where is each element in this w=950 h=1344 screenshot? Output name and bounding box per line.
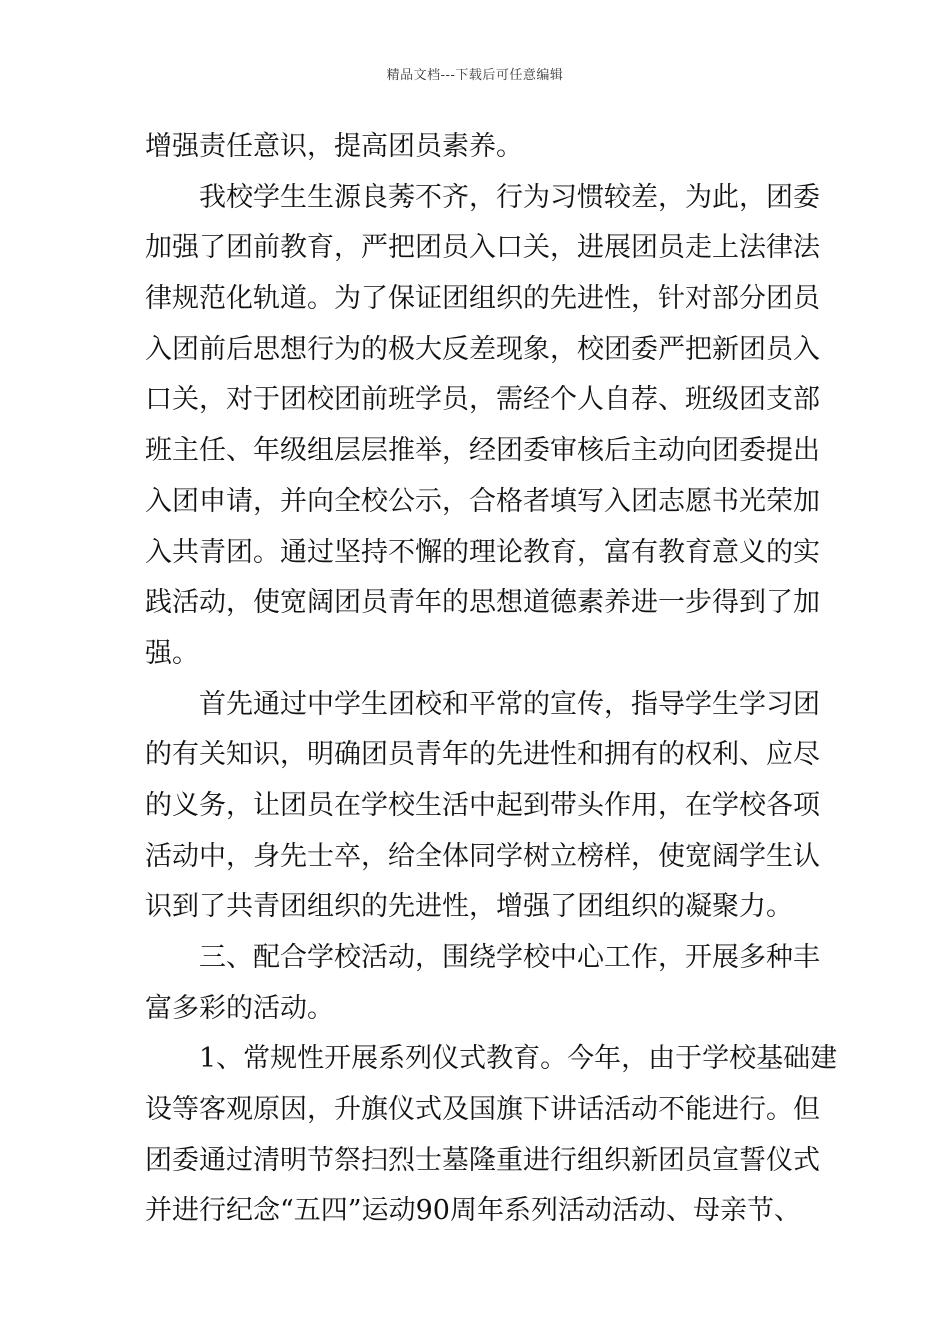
text-line: 入团前后思想行为的极大反差现象，校团委严把新团员入 [145,333,820,365]
text-line: 的义务，让团员在学校生活中起到带头作用，在学校各项 [145,789,820,821]
document-body [145,122,838,1237]
text-line: 强。 [145,637,199,669]
text-line: 加强了团前教育，严把团员入口关，进展团员走上法律法 [145,232,820,264]
page-header: 精品文档---下载后可任意编辑 [386,68,564,83]
text-line: 班主任、年级组层层推举，经团委审核后主动向团委提出 [145,435,820,467]
text-line: 首先通过中学生团校和平常的宣传，指导学生学习团 [199,688,820,720]
text-line: 入团申请，并向全校公示，合格者填写入团志愿书光荣加 [145,485,820,517]
text-line: 三、配合学校活动，围绕学校中心工作，开展多种丰 [199,942,820,973]
text-line: 识到了共青团组织的先进性，增强了团组织的凝聚力。 [145,891,793,923]
text-line: 我校学生生源良莠不齐，行为习惯较差，为此，团委 [199,181,820,213]
text-line: 入共青团。通过坚持不懈的理论教育，富有教育意义的实 [145,536,820,568]
text-line: 并进行纪念“五四”运动90周年系列活动活动、母亲节、 [145,1195,801,1227]
text-line: 设等客观原因，升旗仪式及国旗下讲话活动不能进行。但 [145,1094,820,1126]
text-line: 增强责任意识，提高团员素养。 [145,131,523,162]
text-line: 活动中，身先士卒，给全体同学树立榜样，使宽阔学生认 [145,840,820,872]
text-line: 律规范化轨道。为了保证团组织的先进性，针对部分团员 [145,283,820,315]
text-line: 的有关知识，明确团员青年的先进性和拥有的权利、应尽 [145,739,820,771]
text-line: 1、常规性开展系列仪式教育。今年，由于学校基础建 [199,1043,838,1075]
text-line: 富多彩的活动。 [145,992,334,1024]
text-line: 践活动，使宽阔团员青年的思想道德素养进一步得到了加 [145,587,820,619]
text-line: 团委通过清明节祭扫烈士墓隆重进行组织新团员宣誓仪式 [145,1144,820,1176]
text-line: 口关，对于团校团前班学员，需经个人自荐、班级团支部 [145,384,820,416]
